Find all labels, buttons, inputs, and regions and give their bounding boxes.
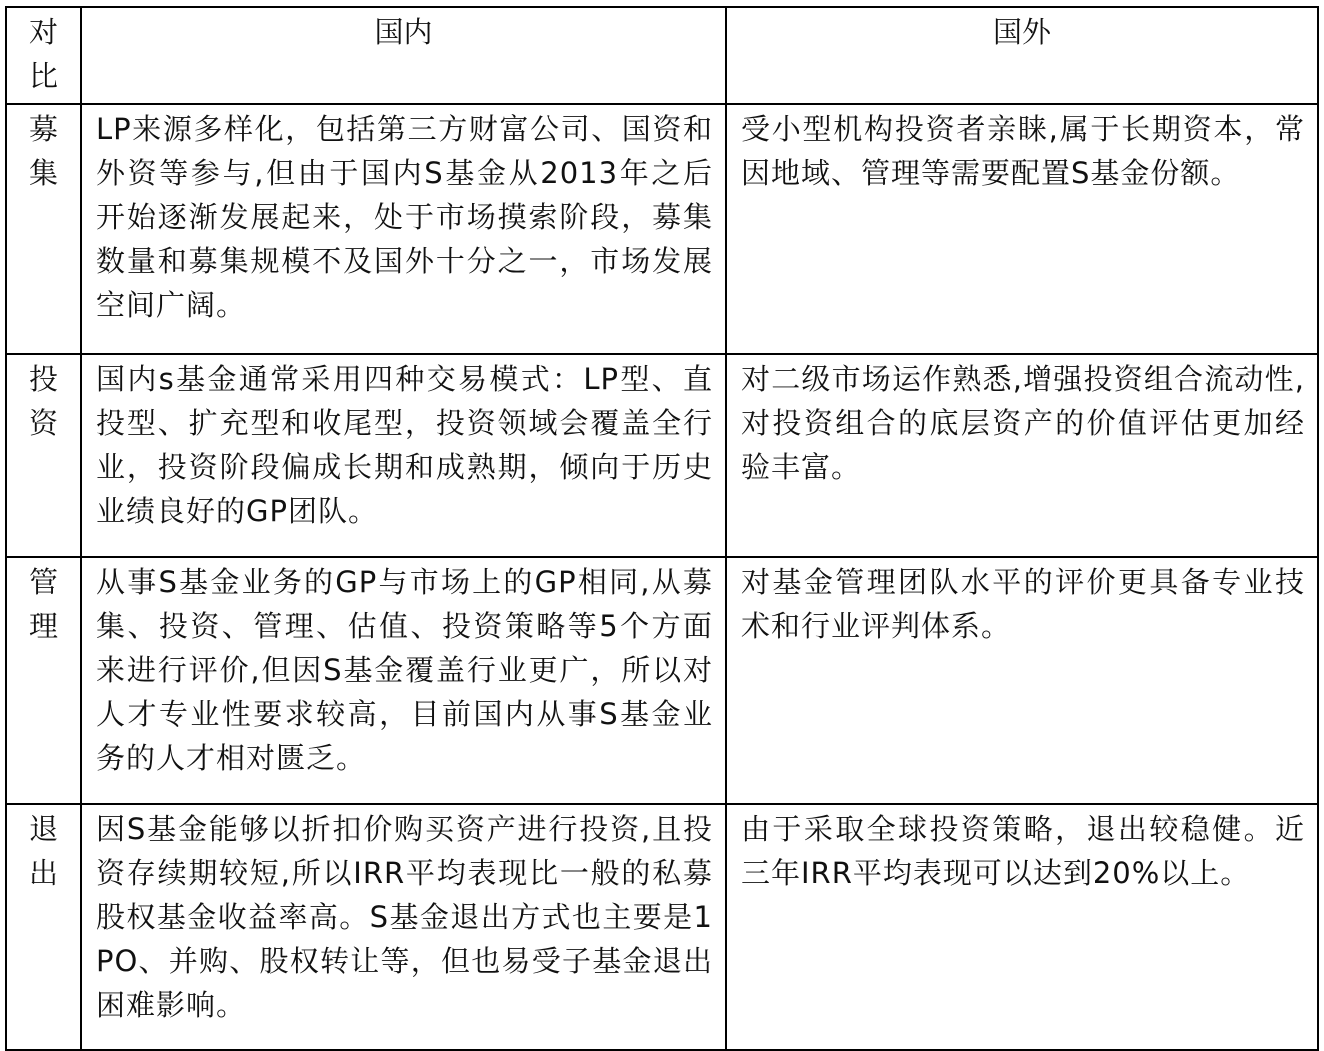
- table-row-investment: [6, 354, 1318, 557]
- category-cell: 管理: [6, 557, 81, 804]
- foreign-cell: 对基金管理团队水平的评价更具备专业技术和行业评判体系。: [726, 557, 1318, 804]
- domestic-cell: LP来源多样化，包括第三方财富公司、国资和外资等参与,但由于国内S基金从2013年之后开始逐渐发展起来，处于市场摸索阶段，募集数量和募集规模不及国外十分之一，市场发展空间广阔。: [81, 104, 726, 354]
- table-row-fundraising: [6, 104, 1318, 354]
- category-cell: 募集: [6, 104, 81, 354]
- table-row-management: [6, 557, 1318, 804]
- domestic-cell: 从事S基金业务的GP与市场上的GP相同,从募集、投资、管理、估值、投资策略等5个方面来进行评价,但因S基金覆盖行业更广，所以对人才专业性要求较高，目前国内从事S基金业务的人才相对匮乏。: [81, 557, 726, 804]
- foreign-cell: 由于采取全球投资策略，退出较稳健。近三年IRR平均表现可以达到20%以上。: [726, 804, 1318, 1050]
- table-row-exit: [6, 804, 1318, 1050]
- foreign-cell: 受小型机构投资者亲睐,属于长期资本，常因地域、管理等需要配置S基金份额。: [726, 104, 1318, 354]
- comparison-table: [5, 6, 1319, 1051]
- foreign-cell: 对二级市场运作熟悉,增强投资组合流动性,对投资组合的底层资产的价值评估更加经验丰富。: [726, 354, 1318, 557]
- category-cell: 退出: [6, 804, 81, 1050]
- domestic-cell: 国内s基金通常采用四种交易模式：LP型、直投型、扩充型和收尾型，投资领域会覆盖全行业，投资阶段偏成长期和成熟期，倾向于历史业绩良好的GP团队。: [81, 354, 726, 557]
- category-cell: 投资: [6, 354, 81, 557]
- header-category-cell: 对比: [6, 7, 81, 104]
- header-row: [6, 7, 1318, 104]
- header-foreign-cell: 国外: [726, 7, 1318, 104]
- domestic-cell: 因S基金能够以折扣价购买资产进行投资,且投资存续期较短,所以IRR平均表现比一般的私募股权基金收益率高。S基金退出方式也主要是1PO、并购、股权转让等，但也易受子基金退出困难影响。: [81, 804, 726, 1050]
- header-domestic-cell: 国内: [81, 7, 726, 104]
